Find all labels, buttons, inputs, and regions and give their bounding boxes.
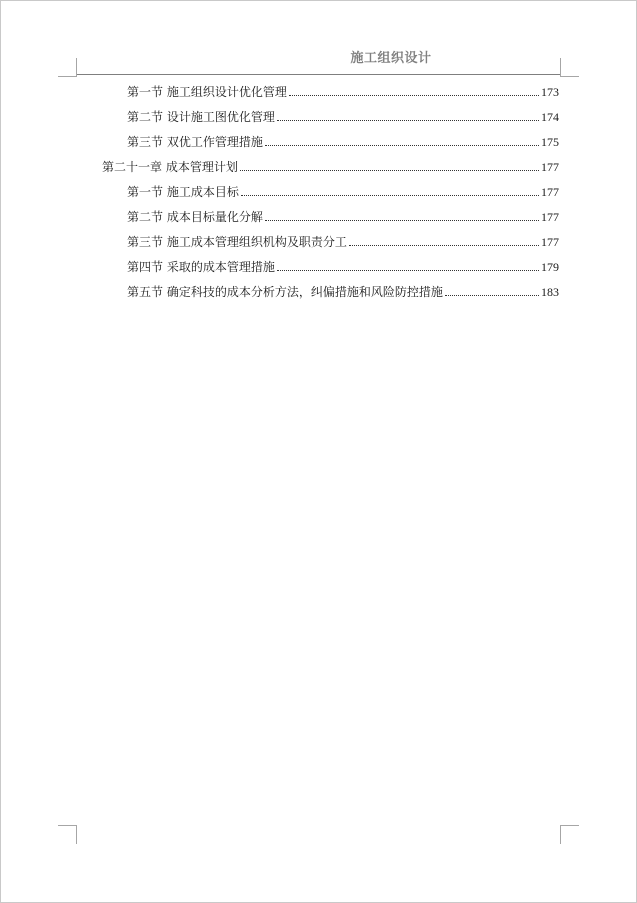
toc-entry[interactable]	[127, 256, 559, 274]
margin-corner-bottom-left	[58, 825, 77, 844]
page-header-title: 施工组织设计	[350, 51, 432, 66]
toc-dot-leader	[349, 244, 539, 246]
toc-dot-leader	[445, 294, 539, 296]
toc-dot-leader	[265, 144, 539, 146]
toc-dot-leader	[277, 269, 539, 271]
toc-entry-page: 177	[541, 210, 559, 224]
header-rule	[77, 74, 560, 75]
toc-dot-leader	[289, 94, 539, 96]
toc-dot-leader	[241, 194, 539, 196]
toc-chapter-entry[interactable]	[102, 156, 559, 174]
toc-entry-title: 第一节 施工成本目标	[127, 185, 239, 199]
toc-entry[interactable]	[127, 206, 559, 224]
toc-entry-title: 第三节 施工成本管理组织机构及职责分工	[127, 235, 347, 249]
toc-entry[interactable]	[127, 106, 559, 124]
toc-entry[interactable]	[127, 281, 559, 299]
toc-entry[interactable]	[127, 81, 559, 99]
toc-entry-page: 177	[541, 160, 559, 174]
toc-entry-page: 173	[541, 85, 559, 99]
toc-entry-title: 第一节 施工组织设计优化管理	[127, 85, 287, 99]
toc-entry-title: 第二节 成本目标量化分解	[127, 210, 263, 224]
toc-entry-title: 第二十一章 成本管理计划	[102, 160, 238, 174]
margin-corner-bottom-right	[560, 825, 579, 844]
toc-entry-title: 第五节 确定科技的成本分析方法，纠偏措施和风险防控措施	[127, 285, 443, 299]
margin-corner-top-left	[58, 58, 77, 77]
toc-entry[interactable]	[127, 181, 559, 199]
toc-entry[interactable]	[127, 231, 559, 249]
margin-corner-top-right	[560, 58, 579, 77]
toc-entry[interactable]	[127, 131, 559, 149]
toc-dot-leader	[265, 219, 539, 221]
toc-entry-page: 177	[541, 185, 559, 199]
toc-entry-page: 179	[541, 260, 559, 274]
toc-entry-page: 174	[541, 110, 559, 124]
toc-dot-leader	[277, 119, 539, 121]
toc-dot-leader	[240, 169, 539, 171]
toc-entry-title: 第三节 双优工作管理措施	[127, 135, 263, 149]
toc-entry-page: 177	[541, 235, 559, 249]
toc-entry-page: 183	[541, 285, 559, 299]
toc-entry-title: 第二节 设计施工图优化管理	[127, 110, 275, 124]
toc-entry-title: 第四节 采取的成本管理措施	[127, 260, 275, 274]
toc-entry-page: 175	[541, 135, 559, 149]
